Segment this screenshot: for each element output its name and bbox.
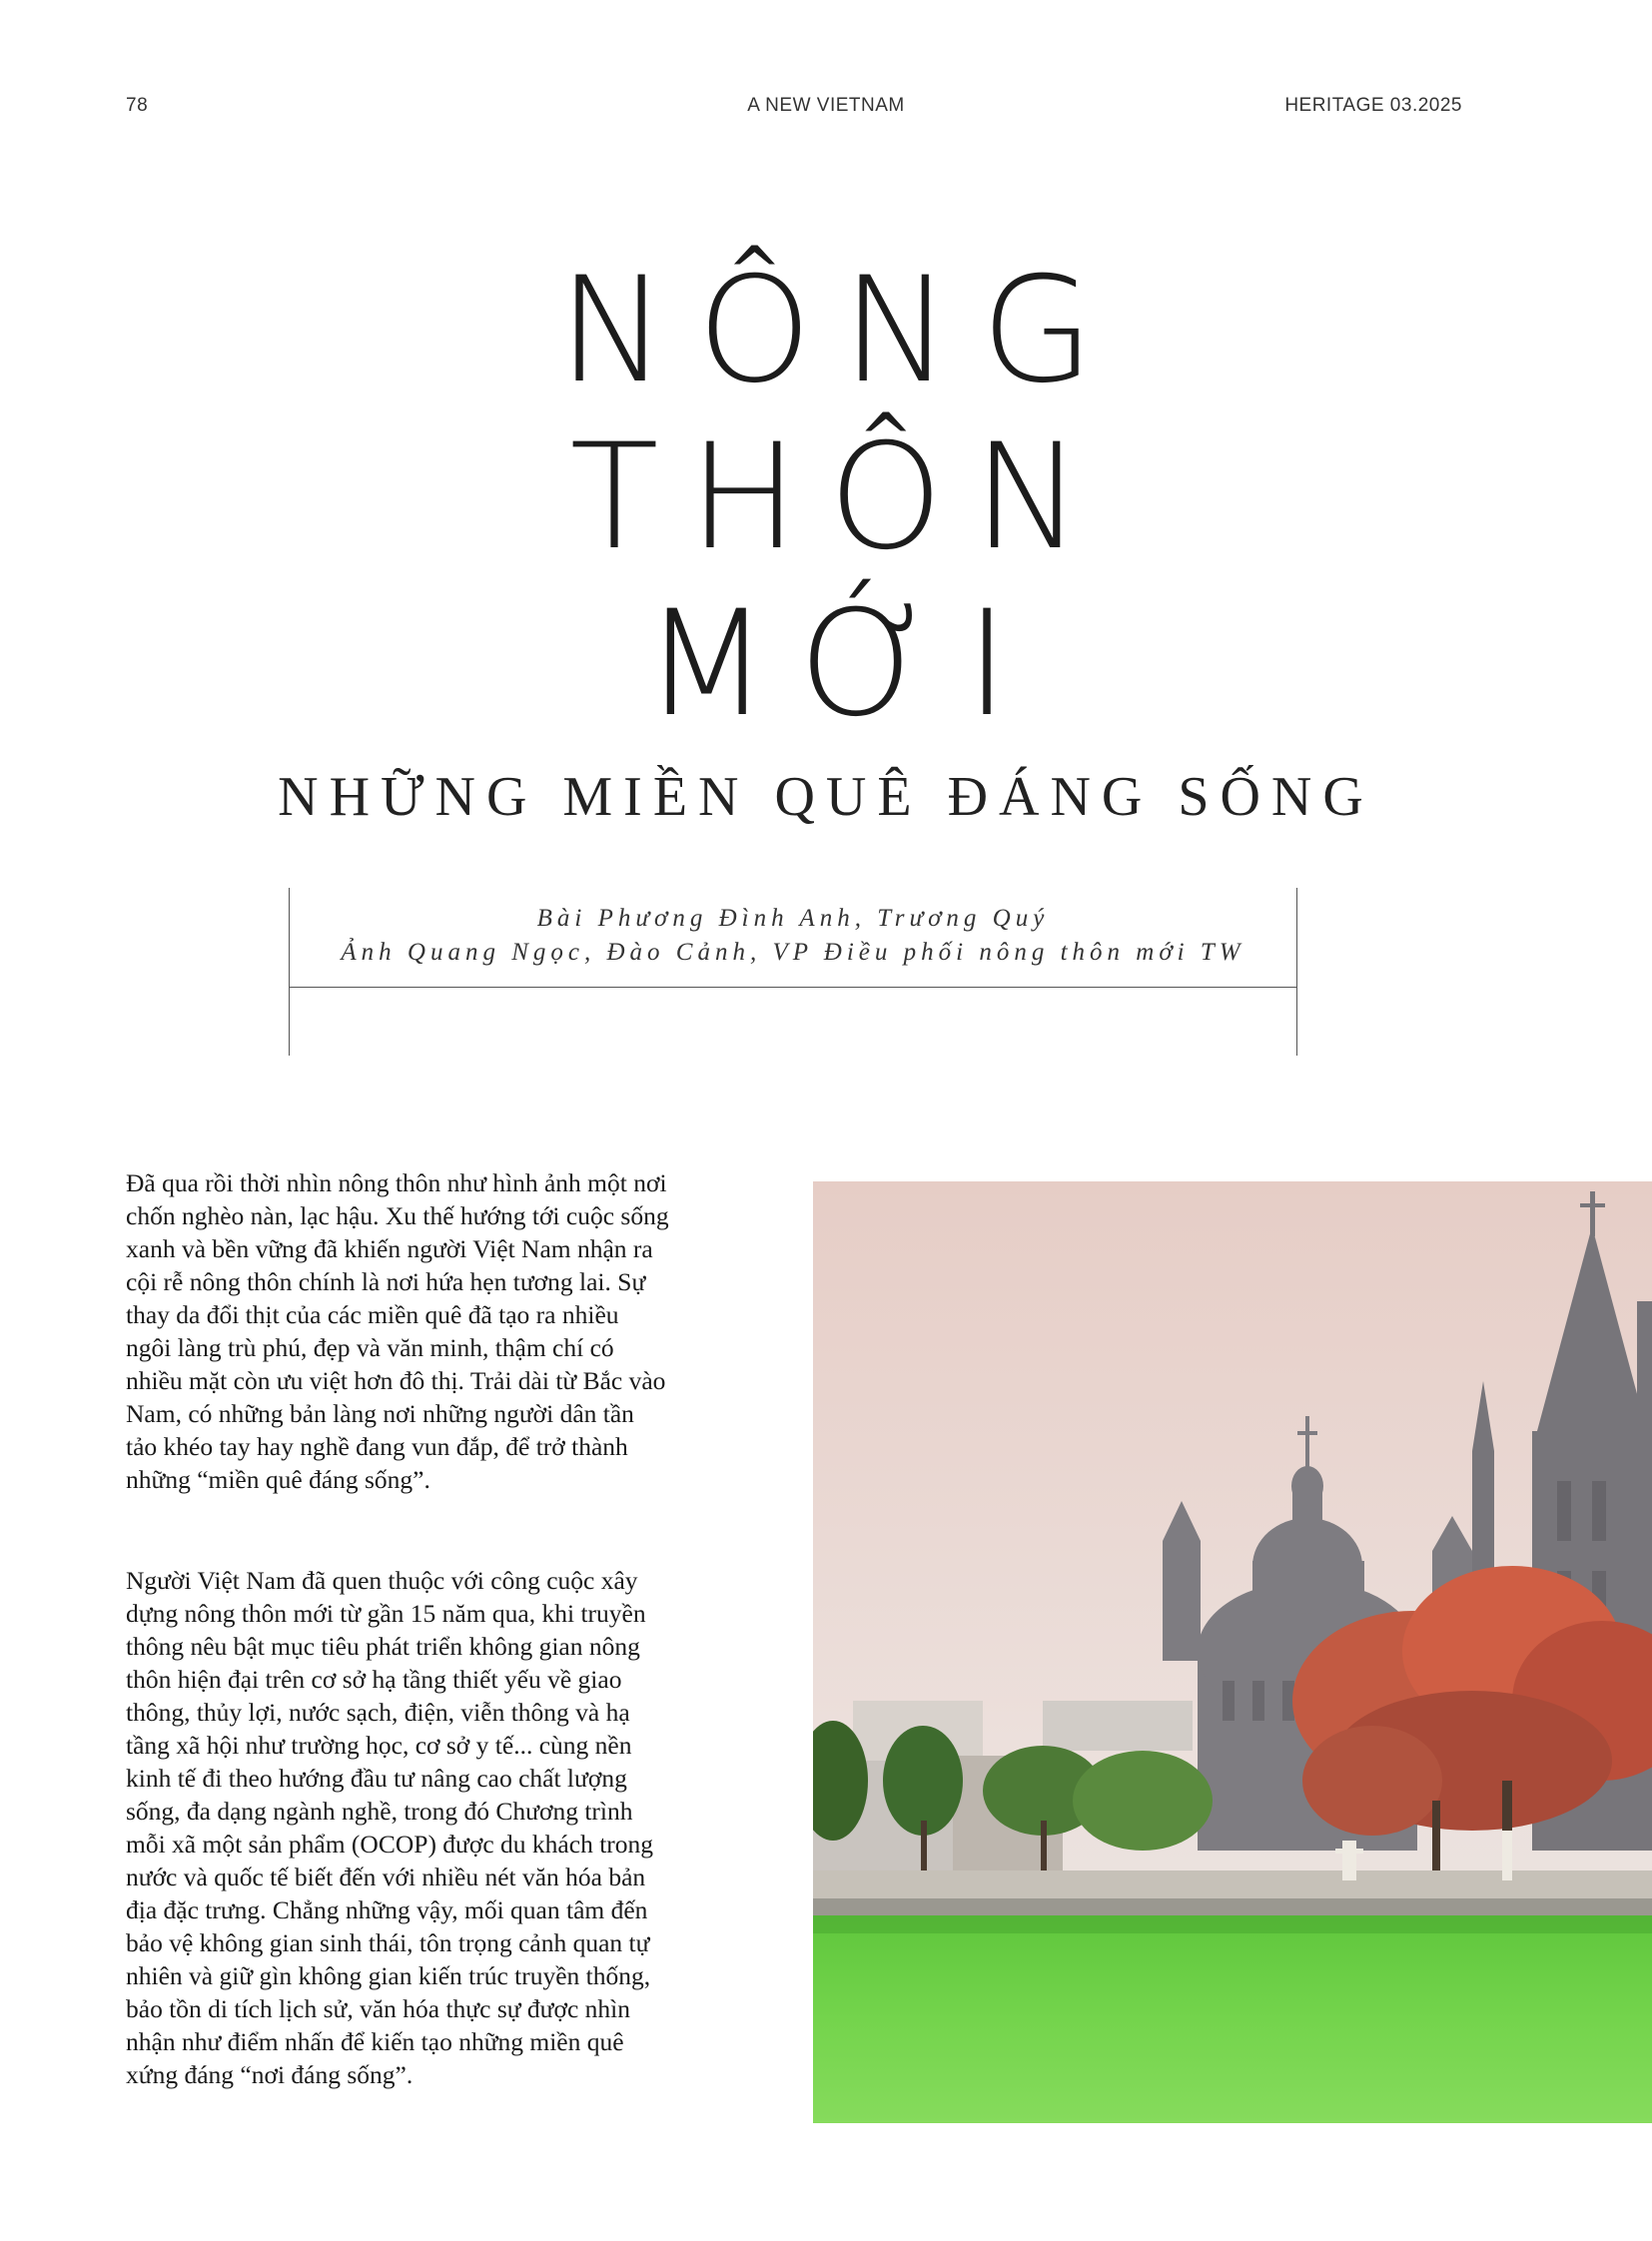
section-title: A NEW VIETNAM <box>747 95 905 116</box>
article-subtitle: NHỮNG MIỀN QUÊ ĐÁNG SỐNG <box>278 766 1374 828</box>
credits-divider <box>290 987 1296 988</box>
article-title-line-1: NÔNG <box>557 246 1125 415</box>
text-credit: Bài Phương Đình Anh, Trương Quý <box>536 905 1050 932</box>
body-paragraph-1: Đã qua rồi thời nhìn nông thôn như hình ảnh một nơi chốn nghèo nàn, lạc hậu. Xu thế hướng tới cuộc sống xanh và bền vững đã khiến người Việt Nam nhận ra cội rễ nông thôn chính là nơi hứa hẹn tương lai. Sự thay da đổi thịt của các miền quê đã tạo ra nhiều ngôi làng trù phú, đẹp và văn minh, thậm chí có nhiều mặt còn ưu việt hơn đô thị. Trải dài từ Bắc vào Nam, có những bản làng nơi những người dân tần tảo khéo tay hay nghề đang vun đắp, để trở thành những “miền quê đáng sống”. <box>126 1168 669 1494</box>
photo-rice-field <box>813 1915 1652 2123</box>
credits-box <box>289 888 1297 1056</box>
article-photo <box>813 1181 1652 2123</box>
page-number: 78 <box>126 95 149 116</box>
body-paragraph-2: Người Việt Nam đã quen thuộc với công cuộc xây dựng nông thôn mới từ gần 15 năm qua, khi truyền thông nêu bật mục tiêu phát triển không gian nông thôn hiện đại trên cơ sở hạ tầng thiết yếu về giao thông, thủy lợi, nước sạch, điện, viễn thông và hạ tầng xã hội như trường học, cơ sở y tế... cùng nền kinh tế đi theo hướng đầu tư nâng cao chất lượng sống, đa dạng ngành nghề, trong đó Chương trình mỗi xã một sản phẩm (OCOP) được du khách trong nước và quốc tế biết đến với nhiều nét văn hóa bản địa đặc trưng. Chẳng những vậy, mối quan tâm đến bảo vệ không gian sinh thái, tôn trọng cảnh quan tự nhiên và giữ gìn không gian kiến trúc truyền thống, bảo tồn di tích lịch sử, văn hóa thực sự được nhìn nhận như điểm nhấn để kiến tạo những miền quê xứng đáng “nơi đáng sống”. <box>126 1566 654 2089</box>
photo-credit: Ảnh Quang Ngọc, Đào Cảnh, VP Điều phối nông thôn mới TW <box>341 939 1245 966</box>
article-title-line-2: THÔN <box>569 412 1113 582</box>
issue-label: HERITAGE 03.2025 <box>1284 95 1462 116</box>
article-title-line-3: MỚI <box>643 579 1039 749</box>
